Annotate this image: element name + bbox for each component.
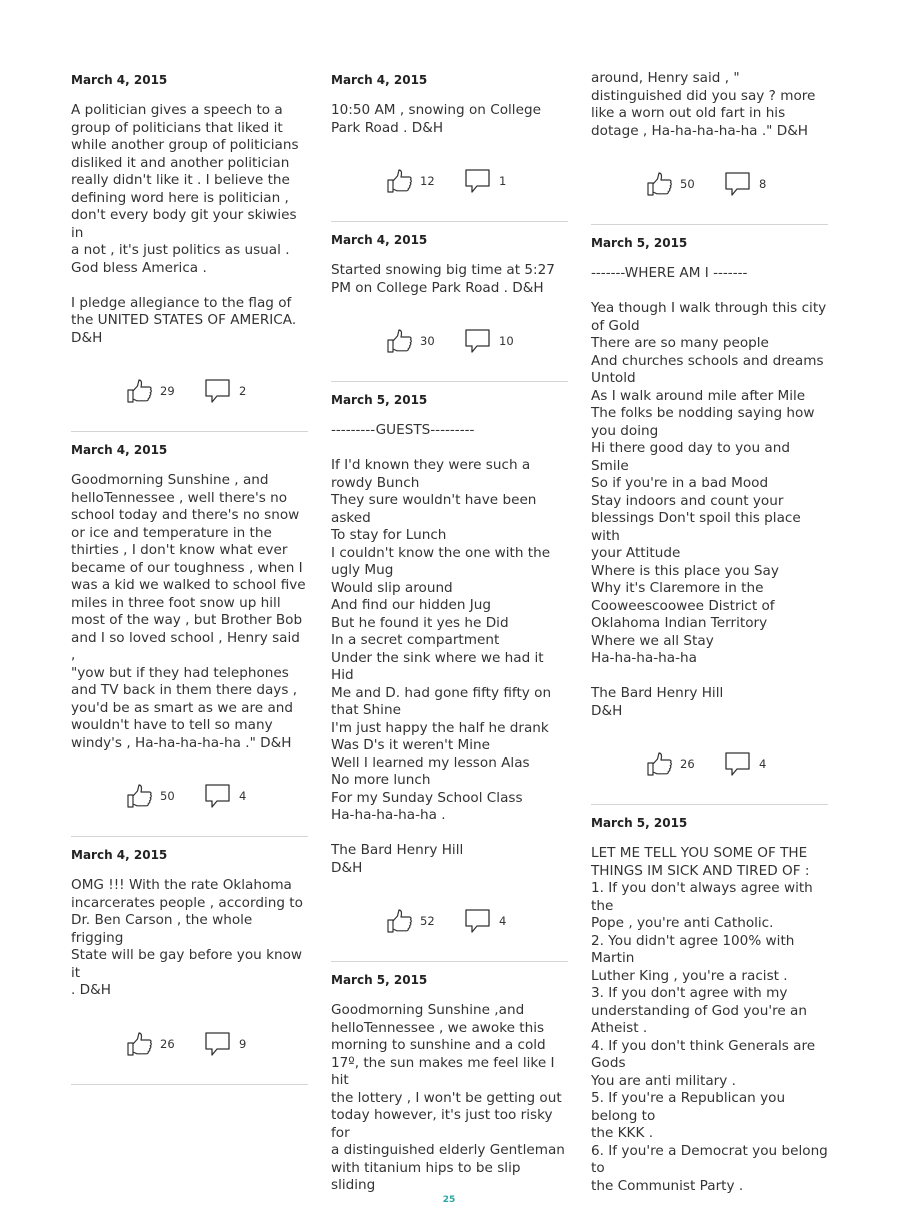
post bbox=[591, 805, 828, 1195]
like-button[interactable] bbox=[125, 782, 175, 810]
like-count: 50 bbox=[680, 177, 695, 191]
post bbox=[71, 432, 308, 837]
like-count: 12 bbox=[420, 174, 435, 188]
post-date: March 4, 2015 bbox=[331, 233, 428, 247]
comment-icon bbox=[204, 377, 232, 405]
post-paragraph: The Bard Henry Hill D&H bbox=[591, 685, 724, 719]
post-date: March 4, 2015 bbox=[71, 848, 168, 862]
like-count: 50 bbox=[160, 789, 175, 803]
post-paragraph: around, Henry said , " distinguished did you say ? more like a worn out old fart in his dotage , Ha-ha-ha-ha-ha ." D&H bbox=[591, 70, 816, 139]
post bbox=[331, 222, 568, 382]
thumbs-up-icon bbox=[125, 782, 153, 810]
post-date: March 5, 2015 bbox=[591, 816, 688, 830]
comment-button[interactable] bbox=[464, 167, 506, 195]
like-count: 29 bbox=[160, 384, 175, 398]
comment-count: 9 bbox=[239, 1036, 247, 1051]
post-body bbox=[71, 472, 308, 752]
comment-icon bbox=[724, 170, 752, 198]
page-number: 25 bbox=[442, 1195, 456, 1205]
post-paragraph: -------WHERE AM I ------- bbox=[591, 265, 748, 281]
post-date: March 5, 2015 bbox=[591, 236, 688, 250]
like-button[interactable] bbox=[125, 377, 175, 405]
thumbs-up-icon bbox=[385, 907, 413, 935]
comment-icon bbox=[204, 782, 232, 810]
post-paragraph: Goodmorning Sunshine , and helloTennessee , well there's no school today and there's no snow or ice and temperature in the thirties , I don't know what ever became of our toughness , when I was a kid we walked to school five miles in three foot snow up hill most of the way , but Brother Bob and I so loved school , Henry said , "yow but if they had telephones and TV back in them there days , you'd be as smart as we are and wouldn't have to tell so many windy's , Ha-ha-ha-ha-ha ." D&H bbox=[71, 472, 306, 751]
post-paragraph: Started snowing big time at 5:27 PM on College Park Road . D&H bbox=[331, 262, 555, 296]
post-stats bbox=[71, 1030, 308, 1084]
like-button[interactable] bbox=[385, 167, 435, 195]
post-body bbox=[331, 262, 568, 297]
like-count: 26 bbox=[160, 1036, 175, 1051]
comment-button[interactable] bbox=[204, 1030, 246, 1058]
comment-count: 4 bbox=[759, 757, 767, 771]
post-paragraph: OMG !!! With the rate Oklahoma incarcerates people , according to Dr. Ben Carson , the whole frigging State will be gay before you know it . D&H bbox=[71, 877, 303, 998]
comment-icon bbox=[464, 327, 492, 355]
thumbs-up-icon bbox=[645, 170, 673, 198]
comment-icon bbox=[464, 907, 492, 935]
post-stats bbox=[71, 782, 308, 836]
thumbs-up-icon bbox=[645, 750, 673, 778]
like-button[interactable] bbox=[645, 750, 695, 778]
post-body bbox=[331, 422, 568, 877]
comment-count: 2 bbox=[239, 384, 247, 398]
post-date: March 5, 2015 bbox=[331, 393, 428, 407]
thumbs-up-icon bbox=[385, 167, 413, 195]
like-button[interactable] bbox=[385, 327, 435, 355]
post bbox=[331, 62, 568, 222]
post-stats bbox=[331, 907, 568, 961]
post-paragraph: ---------GUESTS--------- bbox=[331, 422, 475, 438]
post-paragraph: LET ME TELL YOU SOME OF THE THINGS IM SICK AND TIRED OF : 1. If you don't always agree with the Pope , you're anti Catholic. 2. You didn't agree 100% with Martin Luther King , you're a racist . 3. If you don't agree with my understanding of God you're an Atheist . 4. If you don't think Generals are Gods You are anti military . 5. If you're a Republican you belong to the KKK . 6. If you're a Democrat you belong to the Communist Party . bbox=[591, 845, 828, 1194]
post-paragraph: Yea though I walk through this city of Gold There are so many people And churches schools and dreams Untold As I walk around mile after Mile The folks be nodding saying how you doing Hi there good day to you and Smile So if you're in a bad Mood Stay indoors and count your blessings Don't spoil this place with your Attitude Where is this place you Say Why it's Claremore in the Cooweescoowee District of Oklahoma Indian Territory Where we all Stay Ha-ha-ha-ha-ha bbox=[591, 300, 827, 666]
post-paragraph: 10:50 AM , snowing on College Park Road . D&H bbox=[331, 102, 541, 136]
column-1 bbox=[71, 62, 308, 1085]
thumbs-up-icon bbox=[125, 1030, 153, 1058]
post bbox=[71, 62, 308, 432]
post bbox=[591, 62, 828, 225]
like-button[interactable] bbox=[125, 1030, 175, 1058]
comment-count: 4 bbox=[499, 914, 507, 928]
post-stats bbox=[331, 327, 568, 381]
like-count: 52 bbox=[420, 914, 435, 928]
comment-icon bbox=[204, 1030, 232, 1058]
post-body bbox=[591, 265, 828, 720]
post bbox=[591, 225, 828, 805]
thumbs-up-icon bbox=[125, 377, 153, 405]
post-stats bbox=[591, 750, 828, 804]
post-date: March 4, 2015 bbox=[71, 443, 168, 457]
post-date: March 4, 2015 bbox=[331, 73, 428, 87]
thumbs-up-icon bbox=[385, 327, 413, 355]
like-button[interactable] bbox=[385, 907, 435, 935]
post-stats bbox=[591, 170, 828, 224]
post bbox=[71, 837, 308, 1085]
post-body bbox=[591, 845, 828, 1195]
post-paragraph: The Bard Henry Hill D&H bbox=[331, 842, 464, 876]
comment-button[interactable] bbox=[724, 170, 766, 198]
like-count: 26 bbox=[680, 757, 695, 771]
comment-button[interactable] bbox=[204, 782, 246, 810]
like-count: 30 bbox=[420, 334, 435, 348]
comment-count: 8 bbox=[759, 177, 767, 191]
post-paragraph: Goodmorning Sunshine ,and helloTennessee , we awoke this morning to sunshine and a cold 17º, the sun makes me feel like I hit the lottery , I won't be getting out today however, it's just too risky for a distinguished elderly Gentleman with titanium hips to be slip sliding bbox=[331, 1002, 565, 1193]
column-2 bbox=[331, 62, 568, 1195]
post-body bbox=[331, 1002, 568, 1195]
post-body bbox=[71, 102, 308, 347]
post-paragraph: If I'd known they were such a rowdy Bunch They sure wouldn't have been asked To stay for Lunch I couldn't know the one with the ugly Mug Would slip around And find our hidden Jug But he found it yes he Did In a secret compartment Under the sink where we had it Hid Me and D. had gone fifty fifty on that Shine I'm just happy the half he drank Was D's it weren't Mine Well I learned my lesson Alas No more lunch For my Sunday School Class Ha-ha-ha-ha-ha . bbox=[331, 457, 552, 823]
column-3 bbox=[591, 62, 828, 1195]
post-paragraph: I pledge allegiance to the flag of the UNITED STATES OF AMERICA. D&H bbox=[71, 294, 297, 346]
post-body bbox=[331, 102, 568, 137]
post-paragraph: A politician gives a speech to a group of politicians that liked it while another group of politicians disliked it and another politician really didn't like it . I believe the defining word here is politician , don't every body git your skiwies in a not , it's just politics as usual . God bless America . bbox=[71, 102, 299, 276]
comment-button[interactable] bbox=[464, 907, 506, 935]
post-date: March 4, 2015 bbox=[71, 73, 168, 87]
comment-icon bbox=[724, 750, 752, 778]
post-stats bbox=[331, 167, 568, 221]
post bbox=[331, 962, 568, 1195]
like-button[interactable] bbox=[645, 170, 695, 198]
post-date: March 5, 2015 bbox=[331, 973, 428, 987]
comment-count: 1 bbox=[499, 174, 507, 188]
post-stats bbox=[71, 377, 308, 431]
comment-button[interactable] bbox=[204, 377, 246, 405]
comment-icon bbox=[464, 167, 492, 195]
post-body bbox=[71, 877, 308, 1000]
comment-button[interactable] bbox=[464, 327, 514, 355]
comment-count: 10 bbox=[499, 334, 514, 348]
comment-button[interactable] bbox=[724, 750, 766, 778]
post-body bbox=[591, 70, 828, 140]
post bbox=[331, 382, 568, 962]
comment-count: 4 bbox=[239, 789, 247, 803]
